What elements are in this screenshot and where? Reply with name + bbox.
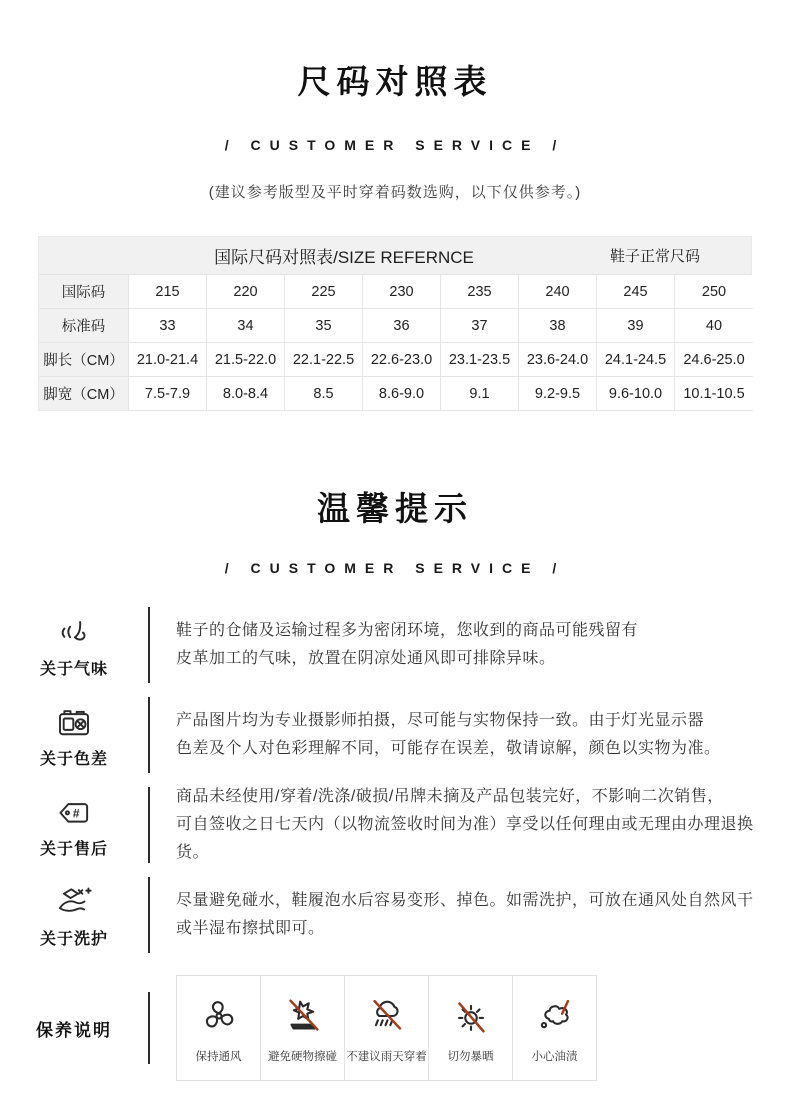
- size-cell: 23.6-24.0: [519, 343, 597, 377]
- size-cell: 230: [363, 275, 441, 309]
- size-cell: 240: [519, 275, 597, 309]
- tip-label: 关于洗护: [39, 931, 108, 948]
- row-label: 脚长（CM）: [39, 343, 129, 377]
- care-divider: [148, 992, 150, 1064]
- care-item-label: 切勿暴晒: [447, 1050, 494, 1063]
- tips-title: 温馨提示: [317, 490, 473, 527]
- smell-icon: [53, 611, 95, 653]
- care-item-label: 保持通风: [195, 1050, 242, 1063]
- oil-stain-icon: [532, 993, 578, 1039]
- tip-label: 关于气味: [39, 661, 108, 678]
- size-cell: 8.6-9.0: [363, 377, 441, 411]
- header-right-label: 鞋子正常尺码: [609, 248, 700, 265]
- size-cell: 10.1-10.5: [675, 377, 753, 411]
- tip-divider: [148, 877, 150, 953]
- size-cell: 35: [285, 309, 363, 343]
- no-sun-icon: [448, 993, 494, 1039]
- tip-divider: [148, 607, 150, 683]
- tip-divider: [148, 787, 150, 863]
- size-cell: 24.6-25.0: [675, 343, 753, 377]
- tip-row: [0, 870, 790, 960]
- care-label-wrap: [0, 1016, 148, 1041]
- size-cell: 245: [597, 275, 675, 309]
- size-cell: 21.0-21.4: [129, 343, 207, 377]
- size-chart-note: (建议参考版型及平时穿着码数选购，以下仅供参考。): [208, 184, 582, 201]
- table-row: [39, 309, 751, 343]
- care-item-label: 避免硬物擦碰: [268, 1050, 337, 1063]
- tip-row: [0, 690, 790, 780]
- size-cell: 235: [441, 275, 519, 309]
- care-item: [261, 975, 345, 1081]
- no-hard-scrape-icon: [280, 993, 326, 1039]
- size-cell: 8.5: [285, 377, 363, 411]
- size-cell: 225: [285, 275, 363, 309]
- size-cell: 21.5-22.0: [207, 343, 285, 377]
- table-row: [39, 275, 751, 309]
- size-cell: 9.2-9.5: [519, 377, 597, 411]
- tip-label: 关于色差: [39, 751, 108, 768]
- size-cell: 37: [441, 309, 519, 343]
- row-label: 脚宽（CM）: [39, 377, 129, 411]
- row-label: 标准码: [39, 309, 129, 343]
- size-table: [38, 236, 752, 411]
- tip-row: [0, 600, 790, 690]
- size-cell: 7.5-7.9: [129, 377, 207, 411]
- size-cell: 9.6-10.0: [597, 377, 675, 411]
- svg-text:#: #: [72, 806, 80, 821]
- care-item-label: 小心油渍: [531, 1050, 578, 1063]
- care-item: [177, 975, 261, 1081]
- tips-subtitle: / CUSTOMER SERVICE /: [224, 560, 566, 576]
- care-icon-grid: [176, 975, 597, 1081]
- size-table-header: [39, 237, 751, 275]
- hand-wash-icon: [53, 881, 95, 923]
- size-cell: 39: [597, 309, 675, 343]
- size-cell: 22.1-22.5: [285, 343, 363, 377]
- size-chart-subtitle: / CUSTOMER SERVICE /: [224, 137, 566, 153]
- size-cell: 220: [207, 275, 285, 309]
- row-label: 国际码: [39, 275, 129, 309]
- size-table-body: [39, 275, 751, 411]
- table-row: [39, 377, 751, 411]
- tip-label: 关于售后: [39, 841, 108, 858]
- size-cell: 24.1-24.5: [597, 343, 675, 377]
- table-row: [39, 343, 751, 377]
- tip-row: [0, 780, 790, 870]
- care-item-label: 不建议雨天穿着: [346, 1050, 427, 1063]
- size-cell: 9.1: [441, 377, 519, 411]
- size-chart-title: 尺码对照表: [297, 63, 493, 100]
- size-cell: 22.6-23.0: [363, 343, 441, 377]
- fan-icon: [196, 993, 242, 1039]
- tip-text: 商品未经使用/穿着/洗涤/破损/吊牌未摘及产品包装完好，不影响二次销售， 可自签收之日七天内（以物流签收时间为准）享受以任何理由或无理由办理退换货。: [176, 788, 754, 861]
- care-item: [513, 975, 597, 1081]
- tip-text: 尽量避免碰水，鞋履泡水后容易变形、掉色。如需洗护，可放在通风处自然风干 或半湿布擦拭即可。: [176, 892, 754, 937]
- size-cell: 215: [129, 275, 207, 309]
- size-cell: 40: [675, 309, 753, 343]
- tip-label-wrap: [0, 611, 148, 679]
- care-item: [429, 975, 513, 1081]
- size-cell: 36: [363, 309, 441, 343]
- camera-icon: [53, 701, 95, 743]
- tag-icon: [53, 791, 95, 833]
- tip-text: 产品图片均为专业摄影师拍摄，尽可能与实物保持一致。由于灯光显示器 色差及个人对色彩理解不同，可能存在误差，敬请谅解，颜色以实物为准。: [176, 712, 721, 757]
- care-section: [0, 974, 790, 1082]
- size-cell: 250: [675, 275, 753, 309]
- size-cell: 34: [207, 309, 285, 343]
- care-label: 保养说明: [36, 1020, 112, 1040]
- tip-divider: [148, 697, 150, 773]
- tip-label-wrap: [0, 791, 148, 859]
- tip-text: 鞋子的仓储及运输过程多为密闭环境，您收到的商品可能残留有 皮革加工的气味，放置在阴凉处通风即可排除异味。: [176, 622, 639, 667]
- size-cell: 38: [519, 309, 597, 343]
- size-cell: 23.1-23.5: [441, 343, 519, 377]
- tip-label-wrap: [0, 881, 148, 949]
- header-left-label: 国际尺码对照表/SIZE REFERNCE: [214, 248, 474, 267]
- care-item: [345, 975, 429, 1081]
- tip-label-wrap: [0, 701, 148, 769]
- size-cell: 33: [129, 309, 207, 343]
- tips-list: [0, 600, 790, 960]
- size-cell: 8.0-8.4: [207, 377, 285, 411]
- no-rain-icon: [364, 993, 410, 1039]
